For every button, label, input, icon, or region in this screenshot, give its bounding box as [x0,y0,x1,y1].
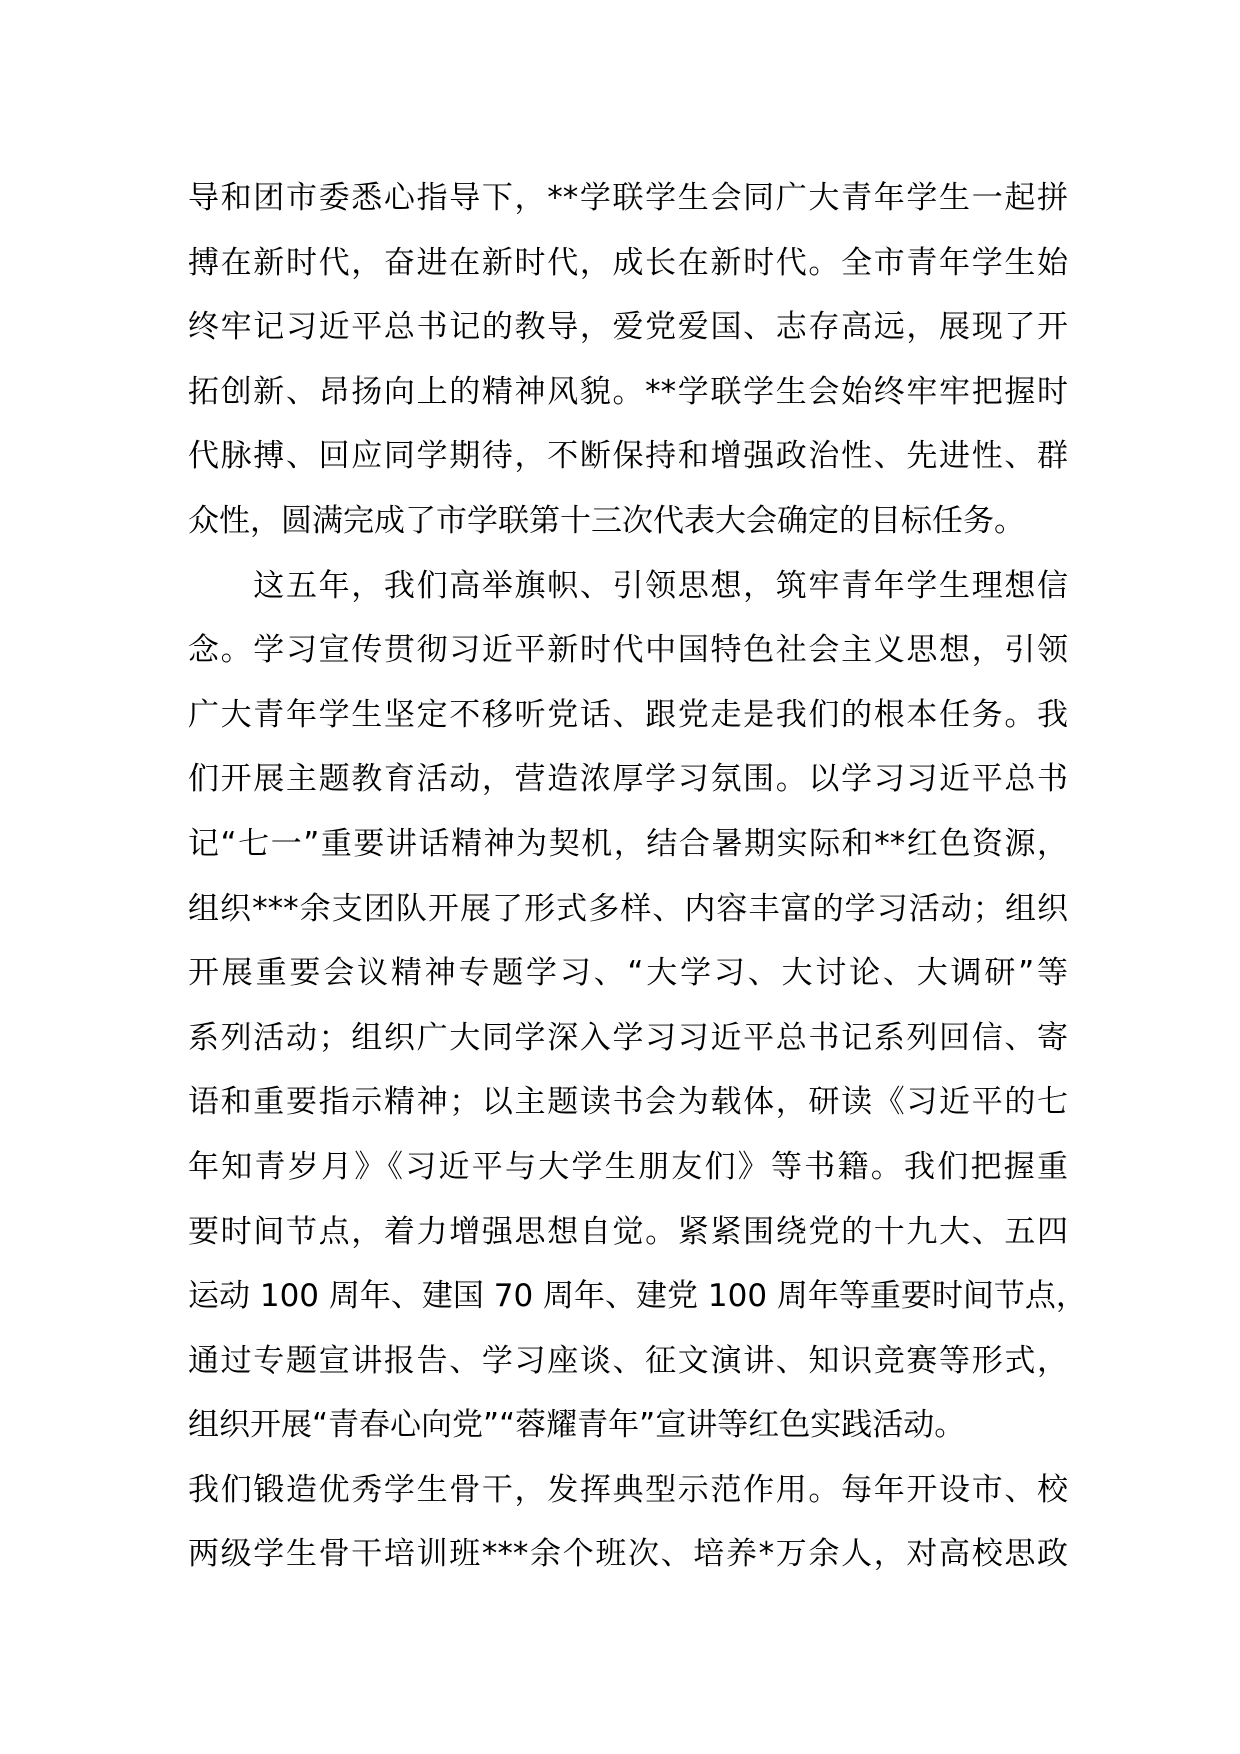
text-line: 运动 100 周年、建国 70 周年、建党 100 周年等重要时间节点， [188,1278,1087,1315]
text-line: 两级学生骨干培训班***余个班次、培养*万余人，对高校思政 [188,1536,1068,1573]
text-line: 要时间节点，着力增强思想自觉。紧紧围绕党的十九大、五四 [188,1213,1068,1250]
text-line: 终牢记习近平总书记的教导，爱党爱国、志存高远，展现了开 [188,309,1068,346]
text-line: 组织开展“青春心向党”“蓉耀青年”宣讲等红色实践活动。 [188,1407,966,1444]
text-line: 拓创新、昂扬向上的精神风貌。**学联学生会始终牢牢把握时 [188,373,1068,410]
text-line: 开展重要会议精神专题学习、“大学习、大讨论、大调研”等 [188,955,1068,992]
text-line: 语和重要指示精神；以主题读书会为载体，研读《习近平的七 [188,1084,1068,1121]
text-line: 广大青年学生坚定不移听党话、跟党走是我们的根本任务。我 [188,696,1068,733]
text-line: 通过专题宣讲报告、学习座谈、征文演讲、知识竞赛等形式， [188,1342,1068,1379]
text-line: 导和团市委悉心指导下，**学联学生会同广大青年学生一起拼 [188,180,1068,216]
text-line: 系列活动；组织广大同学深入学习习近平总书记系列回信、寄 [188,1019,1068,1056]
text-line: 搏在新时代，奋进在新时代，成长在新时代。全市青年学生始 [188,244,1068,281]
text-line: 这五年，我们高举旗帜、引领思想，筑牢青年学生理想信 [188,567,1068,604]
text-line: 念。学习宣传贯彻习近平新时代中国特色社会主义思想，引领 [188,632,1068,669]
text-line: 我们锻造优秀学生骨干，发挥典型示范作用。每年开设市、校 [188,1471,1068,1508]
text-line: 组织***余支团队开展了形式多样、内容丰富的学习活动；组织 [188,890,1068,927]
text-line: 代脉搏、回应同学期待，不断保持和增强政治性、先进性、群 [188,438,1068,475]
text-line: 们开展主题教育活动，营造浓厚学习氛围。以学习习近平总书 [188,761,1068,798]
body-text [188,166,1087,1587]
text-line: 年知青岁月》《习近平与大学生朋友们》等书籍。我们把握重 [188,1148,1068,1185]
text-line: 记“七一”重要讲话精神为契机，结合暑期实际和**红色资源， [188,825,1068,862]
text-line: 众性，圆满完成了市学联第十三次代表大会确定的目标任务。 [188,502,1025,539]
